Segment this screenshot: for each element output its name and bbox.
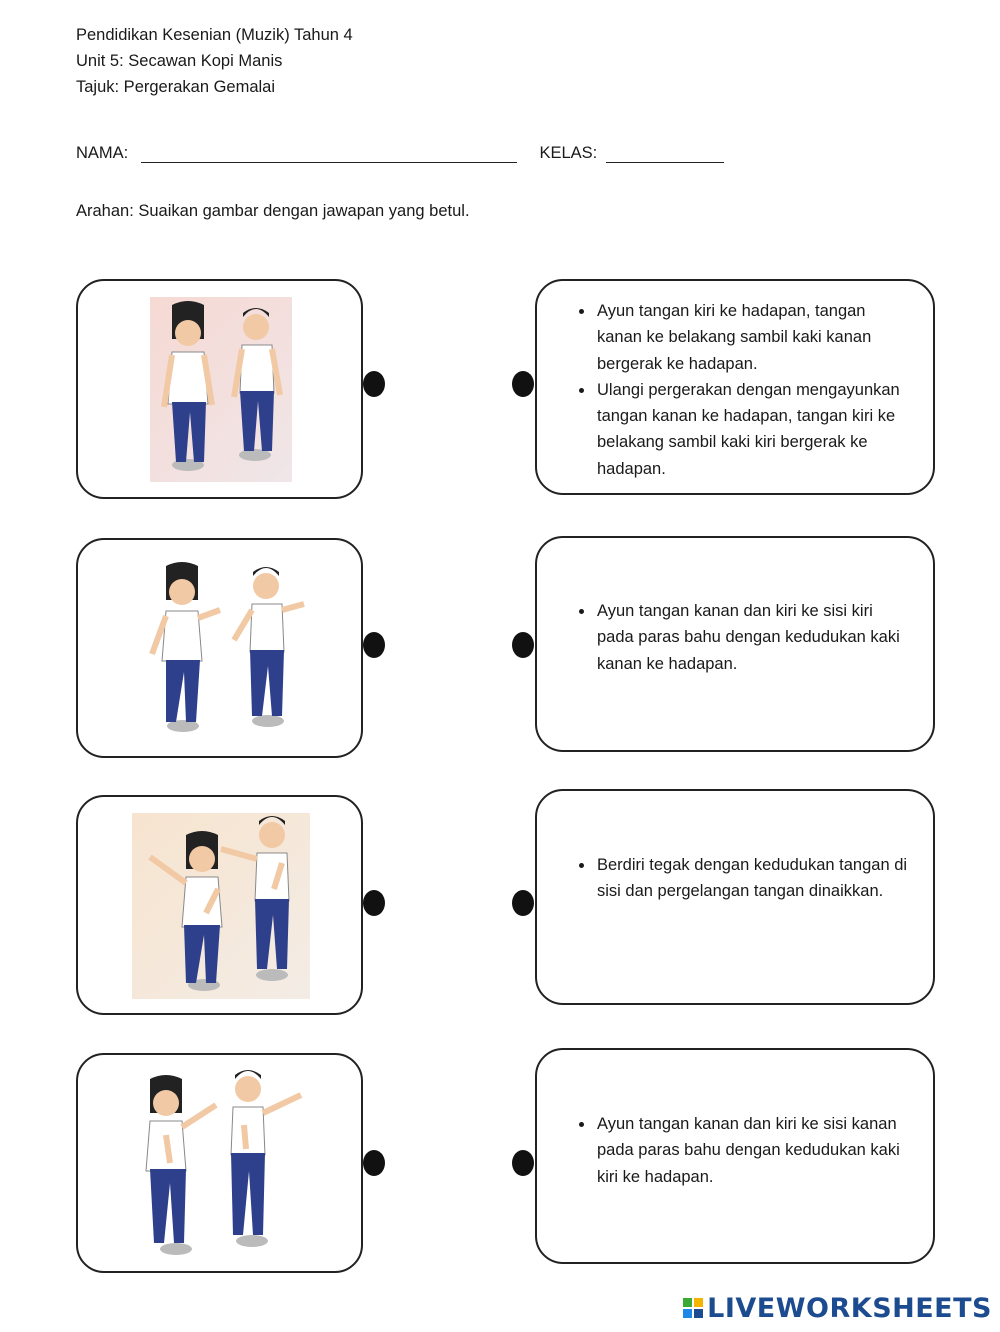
name-class-row [76,144,724,163]
picture-card-2 [76,538,363,758]
dance-image-2 [128,556,314,744]
liveworksheets-logo-text: LIVEWORKSHEETS [707,1293,992,1324]
topic-title: Tajuk: Pergerakan Gemalai [76,78,276,96]
match-dot-right-2[interactable] [512,632,534,658]
match-dot-right-1[interactable] [512,371,534,397]
name-field[interactable] [141,146,517,163]
subject-title: Pendidikan Kesenian (Muzik) Tahun 4 [76,26,353,44]
answer-card-2 [535,536,935,752]
answer-card-1 [535,279,935,495]
dance-image-4 [136,1069,308,1261]
liveworksheets-logo [682,1293,992,1324]
answer-1-bullet-1: • Ayun tangan kiri ke hadapan, tangan kanan ke belakang sambil kaki kanan bergerak ke hadapan. [595,298,909,377]
match-dot-right-3[interactable] [512,890,534,916]
picture-card-1 [76,279,363,499]
answer-2-bullet-1: • Ayun tangan kanan dan kiri ke sisi kiri pada paras bahu dengan kedudukan kaki kanan ke hadapan. [595,598,909,677]
match-dot-left-4[interactable] [363,1150,385,1176]
dance-image-3 [132,813,310,999]
picture-card-3 [76,795,363,1015]
class-field[interactable] [606,146,724,163]
picture-card-4 [76,1053,363,1273]
match-dot-left-2[interactable] [363,632,385,658]
answer-1-bullet-2: • Ulangi pergerakan dengan mengayunkan tangan kanan ke hadapan, tangan kiri ke belakang sambil kaki kiri bergerak ke hadapan. [595,377,909,482]
unit-title: Unit 5: Secawan Kopi Manis [76,52,283,70]
match-dot-left-3[interactable] [363,890,385,916]
match-dot-left-1[interactable] [363,371,385,397]
instruction: Arahan: Suaikan gambar dengan jawapan yang betul. [76,202,470,220]
liveworksheets-logo-icon [682,1297,704,1319]
answer-card-4 [535,1048,935,1264]
class-label: KELAS: [539,144,598,162]
match-dot-right-4[interactable] [512,1150,534,1176]
answer-card-3 [535,789,935,1005]
answer-4-bullet-1: • Ayun tangan kanan dan kiri ke sisi kanan pada paras bahu dengan kedudukan kaki kiri ke hadapan. [595,1111,909,1190]
answer-3-bullet-1: • Berdiri tegak dengan kedudukan tangan di sisi dan pergelangan tangan dinaikkan. [595,852,909,905]
name-label: NAMA: [76,144,129,162]
dance-image-1 [150,297,292,482]
